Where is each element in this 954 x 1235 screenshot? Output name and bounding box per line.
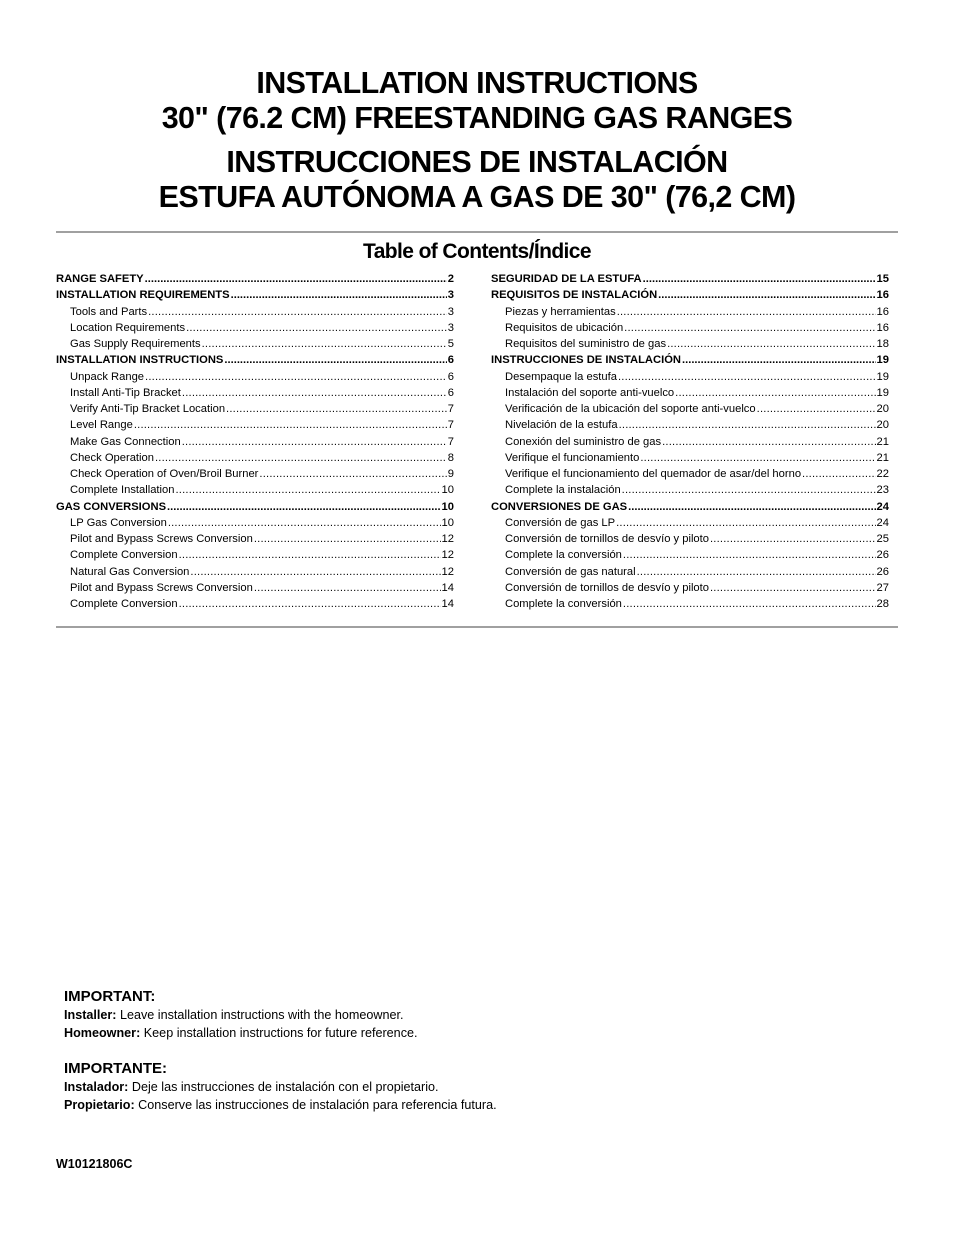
propietario-text: Conserve las instrucciones de instalación para referencia futura. [134,1097,497,1112]
propietario-note [64,1097,884,1115]
toc-entry-label: Pilot and Bypass Screws Conversion [70,581,253,594]
toc-entry-page-number: 3 [447,305,454,318]
toc-subsection-entry[interactable] [56,547,454,563]
toc-entry-page-number: 6 [447,386,454,399]
toc-dot-leader [640,450,875,466]
toc-entry-label: Unpack Range [70,370,145,383]
toc-dot-leader [259,466,446,482]
toc-entry-page-number: 6 [447,354,454,367]
toc-subsection-entry[interactable] [491,304,889,320]
toc-entry-label: Conversión de gas natural [505,565,636,578]
toc-entry-label: Conversión de gas LP [505,516,616,529]
toc-subsection-entry[interactable] [491,531,889,547]
toc-subsection-entry[interactable] [56,304,454,320]
toc-dot-leader [145,271,447,287]
toc-entry-page-number: 19 [876,354,889,367]
toc-section-entry[interactable] [491,271,889,287]
toc-entry-page-number: 21 [876,451,889,464]
toc-entry-label: Conexión del suministro de gas [505,435,662,448]
toc-dot-leader [802,466,876,482]
toc-entry-label: Install Anti-Tip Bracket [70,386,181,399]
toc-entry-label: Complete la conversión [505,598,622,610]
toc-subsection-entry[interactable] [491,580,889,596]
toc-subsection-entry[interactable] [491,434,889,450]
toc-entry-page-number: 25 [876,533,889,545]
toc-entry-page-number: 18 [876,338,889,350]
toc-dot-leader [254,531,441,547]
toc-dot-leader [167,499,441,515]
toc-entry-page-number: 10 [441,500,454,513]
toc-dot-leader [179,596,441,612]
toc-subsection-entry[interactable] [56,531,454,547]
toc-entry-page-number: 21 [876,435,889,448]
toc-entry-page-number: 16 [876,321,889,334]
toc-entry-page-number: 19 [876,386,889,399]
toc-entry-page-number: 3 [447,321,454,334]
toc-dot-leader [179,547,441,563]
toc-subsection-entry[interactable] [56,580,454,596]
toc-entry-page-number: 20 [876,403,889,415]
toc-entry-label: Complete Conversion [70,598,178,610]
toc-section-entry[interactable] [56,352,454,368]
toc-entry-page-number: 8 [447,451,454,464]
toc-subsection-entry[interactable] [491,596,889,612]
title-english-line-2: 30" (76.2 CM) FREESTANDING GAS RANGES [161,101,793,135]
toc-entry-label: Instalación del soporte anti-vuelco [505,386,675,399]
toc-entry-label: Make Gas Connection [70,435,181,448]
toc-entry-page-number: 22 [876,468,889,480]
toc-entry-label: Level Range [70,419,133,432]
toc-entry-page-number: 10 [441,484,454,497]
toc-subsection-entry[interactable] [491,466,889,482]
toc-subsection-entry[interactable] [56,596,454,612]
important-notice-english [64,987,884,1042]
toc-section-entry[interactable] [491,499,889,515]
toc-dot-leader [628,499,875,515]
toc-dot-leader [622,482,876,498]
title-spanish-line-1: INSTRUCCIONES DE INSTALACIÓN [226,145,728,179]
toc-section-entry[interactable] [56,287,454,303]
toc-dot-leader [168,515,441,531]
toc-entry-page-number: 16 [876,289,889,302]
toc-entry-label: INSTRUCCIONES DE INSTALACIÓN [491,354,681,367]
important-heading: IMPORTANT: [64,988,156,1005]
toc-subsection-entry[interactable] [56,336,454,352]
toc-entry-page-number: 16 [876,305,889,318]
homeowner-text: Keep installation instructions for future reference. [140,1025,418,1040]
toc-entry-label: Requisitos de ubicación [505,321,624,334]
toc-entry-page-number: 10 [441,516,454,529]
toc-subsection-entry[interactable] [56,450,454,466]
toc-entry-page-number: 2 [447,273,454,285]
toc-dot-leader [710,580,876,596]
toc-dot-leader [616,515,875,531]
toc-section-entry[interactable] [56,271,454,287]
toc-dot-leader [667,336,875,352]
document-title [0,66,954,215]
toc-subsection-entry[interactable] [491,547,889,563]
toc-dot-leader [623,547,876,563]
toc-dot-leader [619,417,876,433]
toc-subsection-entry[interactable] [491,564,889,580]
toc-subsection-entry[interactable] [56,385,454,401]
toc-entry-page-number: 19 [876,370,889,383]
instalador-label: Instalador: [64,1080,129,1094]
toc-dot-leader [182,434,447,450]
toc-entry-label: INSTALLATION INSTRUCTIONS [56,354,224,367]
toc-dot-leader [226,401,447,417]
toc-dot-leader [757,401,876,417]
toc-entry-label: Requisitos del suministro de gas [505,338,667,350]
toc-dot-leader [618,369,876,385]
toc-spanish-column [491,271,889,612]
toc-entry-label: GAS CONVERSIONS [56,500,167,513]
toc-entry-page-number: 28 [876,598,889,610]
installer-label: Installer: [64,1008,117,1022]
toc-entry-label: Verificación de la ubicación del soporte anti-vuelco [505,403,756,415]
toc-entry-page-number: 7 [447,419,454,432]
toc-entry-label: Pilot and Bypass Screws Conversion [70,533,253,545]
toc-entry-page-number: 23 [876,484,889,497]
top-divider [56,231,898,233]
toc-entry-label: Complete la instalación [505,484,621,497]
toc-dot-leader [186,320,447,336]
toc-entry-label: Check Operation [70,451,154,464]
toc-entry-label: Complete Installation [70,484,175,497]
toc-entry-label: Conversión de tornillos de desvío y piloto [505,533,709,545]
title-spanish-line-2: ESTUFA AUTÓNOMA A GAS DE 30" (76,2 CM) [158,180,796,214]
toc-dot-leader [155,450,447,466]
toc-entry-label: REQUISITOS DE INSTALACIÓN [491,289,658,302]
important-notice-spanish [64,1059,884,1114]
toc-entry-label: Verifique el funcionamiento del quemador de asar/del horno [505,468,802,480]
toc-entry-label: CONVERSIONES DE GAS [491,500,628,513]
toc-subsection-entry[interactable] [491,385,889,401]
toc-section-entry[interactable] [491,287,889,303]
toc-dot-leader [675,385,875,401]
toc-dot-leader [254,580,441,596]
toc-subsection-entry[interactable] [56,515,454,531]
toc-entry-label: Tools and Parts [70,305,148,318]
toc-subsection-entry[interactable] [491,336,889,352]
document-part-number: W10121806C [56,1157,133,1171]
toc-entry-page-number: 14 [441,581,454,594]
toc-entry-page-number: 24 [876,516,889,529]
homeowner-label: Homeowner: [64,1025,141,1040]
toc-subsection-entry[interactable] [56,482,454,498]
toc-dot-leader [148,304,447,320]
toc-dot-leader [190,564,440,580]
toc-entry-label: Conversión de tornillos de desvío y piloto [505,581,709,594]
toc-dot-leader [637,564,876,580]
toc-dot-leader [710,531,876,547]
homeowner-note [64,1025,884,1043]
toc-subsection-entry[interactable] [491,401,889,417]
toc-subsection-entry[interactable] [56,417,454,433]
toc-subsection-entry[interactable] [491,417,889,433]
toc-entry-page-number: 5 [447,338,454,350]
toc-subsection-entry[interactable] [56,466,454,482]
toc-entry-label: Location Requirements [70,321,186,334]
toc-entry-label: Piezas y herramientas [505,305,616,318]
toc-subsection-entry[interactable] [491,320,889,336]
toc-entry-page-number: 12 [441,549,454,562]
toc-entry-label: Gas Supply Requirements [70,338,201,350]
toc-dot-leader [643,271,876,287]
toc-entry-label: Desempaque la estufa [505,370,617,383]
toc-dot-leader [134,417,447,433]
toc-entry-label: Verifique el funcionamiento [505,451,640,464]
propietario-label: Propietario: [64,1097,135,1112]
toc-dot-leader [658,287,875,303]
toc-dot-leader [624,320,875,336]
toc-dot-leader [182,385,447,401]
toc-entry-page-number: 27 [876,581,889,594]
title-english-line-1: INSTALLATION INSTRUCTIONS [256,66,698,100]
instalador-note [64,1079,884,1097]
importante-heading: IMPORTANTE: [64,1060,168,1077]
toc-heading: Table of Contents/Índice [363,240,591,263]
installer-text: Leave installation instructions with the homeowner. [116,1008,404,1022]
toc-dot-leader [682,352,876,368]
toc-entry-label: Verify Anti-Tip Bracket Location [70,403,226,415]
toc-dot-leader [202,336,447,352]
toc-subsection-entry[interactable] [56,320,454,336]
toc-dot-leader [617,304,876,320]
toc-entry-label: Check Operation of Oven/Broil Burner [70,468,259,480]
toc-entry-page-number: 9 [447,468,454,480]
toc-entry-page-number: 7 [447,403,454,415]
toc-entry-page-number: 26 [876,549,889,562]
instalador-text: Deje las instrucciones de instalación con el propietario. [128,1080,439,1094]
toc-entry-label: INSTALLATION REQUIREMENTS [56,289,230,302]
toc-entry-label: Natural Gas Conversion [70,565,190,578]
toc-entry-page-number: 15 [876,273,889,285]
toc-entry-page-number: 6 [447,370,454,383]
toc-dot-leader [231,287,447,303]
toc-entry-page-number: 14 [441,598,454,610]
toc-section-entry[interactable] [491,352,889,368]
toc-entry-page-number: 12 [441,533,454,545]
toc-entry-label: Complete la conversión [505,549,622,562]
toc-entry-page-number: 20 [876,419,889,432]
toc-entry-label: Nivelación de la estufa [505,419,618,432]
toc-entry-label: Complete Conversion [70,549,178,562]
toc-subsection-entry[interactable] [56,434,454,450]
toc-subsection-entry[interactable] [491,515,889,531]
toc-subsection-entry[interactable] [56,564,454,580]
toc-entry-page-number: 7 [447,435,454,448]
toc-subsection-entry[interactable] [56,401,454,417]
toc-entry-page-number: 12 [441,565,454,578]
toc-entry-label: LP Gas Conversion [70,516,167,529]
toc-subsection-entry[interactable] [491,482,889,498]
toc-dot-leader [145,369,447,385]
toc-dot-leader [662,434,875,450]
toc-entry-page-number: 3 [447,289,454,302]
installer-note [64,1007,884,1025]
toc-entry-label: RANGE SAFETY [56,273,144,285]
toc-subsection-entry[interactable] [491,369,889,385]
toc-entry-page-number: 24 [876,500,889,513]
bottom-divider [56,626,898,628]
toc-section-entry[interactable] [56,499,454,515]
toc-dot-leader [224,352,446,368]
toc-subsection-entry[interactable] [491,450,889,466]
toc-english-column [56,271,454,612]
toc-dot-leader [175,482,440,498]
toc-entry-label: SEGURIDAD DE LA ESTUFA [491,273,642,285]
toc-subsection-entry[interactable] [56,369,454,385]
toc-dot-leader [623,596,876,612]
toc-entry-page-number: 26 [876,565,889,578]
